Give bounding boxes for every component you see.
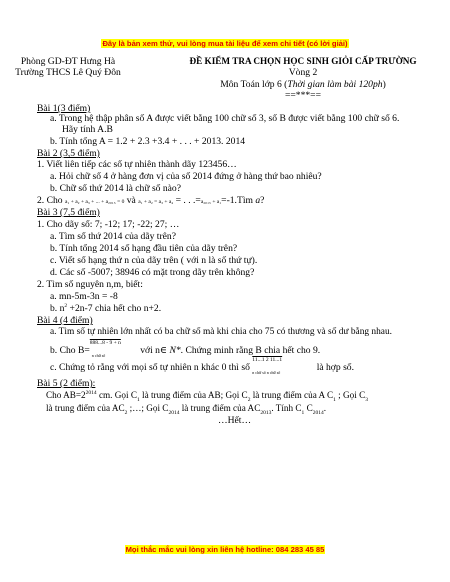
problem-4b: b. Cho B= 888...8 - 9 + n n chữ số với n∈ N*. Chứng minh rằng B chia hết cho 9. (50, 340, 321, 358)
problem-3-part1: 1. Cho dãy số: 7; -12; 17; -22; 27; … (37, 219, 180, 230)
hotline-banner: Mọi thắc mắc vui lòng xin liên hệ hotline: 084 283 45 85 (125, 545, 325, 554)
problem-4a: a. Tìm số tự nhiên lớn nhất có ba chữ số mà khi chia cho 75 có thương và số dư bằng nhau. (50, 327, 392, 337)
problem-1a: a. Trong hệ thập phân số A được viết bằng 100 chữ số 3, số B được viết bằng 100 chữ số 6. (50, 113, 400, 124)
problem-3b: b. Tính tổng 2014 số hạng đầu tiên của dãy trên? (50, 243, 238, 254)
problem-2-part1: 1. Viết liên tiếp các số tự nhiên thành dãy 123456… (37, 159, 237, 170)
problem-3-2a: a. mn-5m-3n = -8 (50, 291, 118, 302)
department-name: Phòng GD-ĐT Hưng Hà (20, 56, 116, 67)
exam-title: ĐỀ KIỂM TRA CHỌN HỌC SINH GIỎI CẤP TRƯỜNG (189, 56, 417, 66)
end-marker: …Hết… (218, 415, 252, 426)
header-divider: ==***== (284, 90, 322, 101)
problem-5-line1: Cho $AB=2^{2014}$ cm. Gọi $C_1$ là trung điểm của AB; Gọi $C_2$ là trung điểm của A $C_1$ ; Gọi $C_3$ (46, 389, 368, 403)
problem-4-title: Bài 4 (4 điểm) (37, 315, 93, 326)
problem-3-2b: b. $n^2 +2n-7$ chia hết cho n+2. (50, 302, 162, 314)
problem-3c: c. Viết số hạng thứ n của dãy trên ( với n là số thứ tự). (50, 255, 258, 266)
problem-1-title: Bài 1(3 điểm) (37, 103, 91, 114)
problem-3-title: Bài 3 (7,5 điểm) (37, 207, 100, 218)
problem-5-title: Bài 5 (2 điểm): (37, 378, 96, 389)
problem-2-title: Bài 2 (3,5 điểm) (37, 148, 100, 159)
exam-subject: Môn Toán lớp 6 (Thời gian làm bài 120ph) (220, 79, 386, 90)
problem-1b: b. Tính tổng A = 1.2 + 2.3 +3.4 + . . . + 2013. 2014 (50, 136, 246, 147)
problem-2-part2: 2. Cho a₁ + a₂ + a₃ + ... + a₂₀₁₅ = 0 và a₁ + a₂ = a₃ + a₄ = . . .=a₂₀₁₅ + a₁=-1.Tìm a? (37, 195, 265, 206)
problem-2b: b. Chữ số thứ 2014 là chữ số nào? (50, 183, 181, 194)
problem-4c: c. Chứng tỏ rằng với mọi số tự nhiên n khác 0 thì số 11...1 2 11...1 n chữ số n chữ số là hợp số. (50, 357, 355, 375)
exam-round: Vòng 2 (288, 67, 318, 78)
problem-3a: a. Tìm số thứ 2014 của dãy trên? (50, 231, 176, 242)
problem-1a-cont: Hãy tính A.B (62, 124, 113, 135)
problem-3d: d. Các số -5007; 38946 có mặt trong dãy trên không? (50, 267, 255, 278)
preview-banner: Đây là bản xem thử, vui lòng mua tài liệu để xem chi tiết (có lời giải) (102, 39, 348, 48)
school-name: Trường THCS Lê Quý Đôn (15, 67, 121, 78)
c-formula: 11...1 2 11...1 n chữ số n chữ số (252, 357, 283, 375)
b-formula: 888...8 - 9 + n n chữ số (89, 340, 121, 358)
problem-5-line2: là trung điểm của $AC_2$ ;…; Gọi $C_{2014}$ là trung điểm của $AC_{2013}$. Tính $C_1$ $C_{2014}$. (46, 403, 327, 416)
problem-2a: a. Hỏi chữ số 4 ở hàng đơn vị của số 2014 đứng ở hàng thứ bao nhiêu? (50, 171, 322, 182)
problem-3-part2: 2. Tìm số nguyên n,m, biết: (37, 279, 143, 290)
